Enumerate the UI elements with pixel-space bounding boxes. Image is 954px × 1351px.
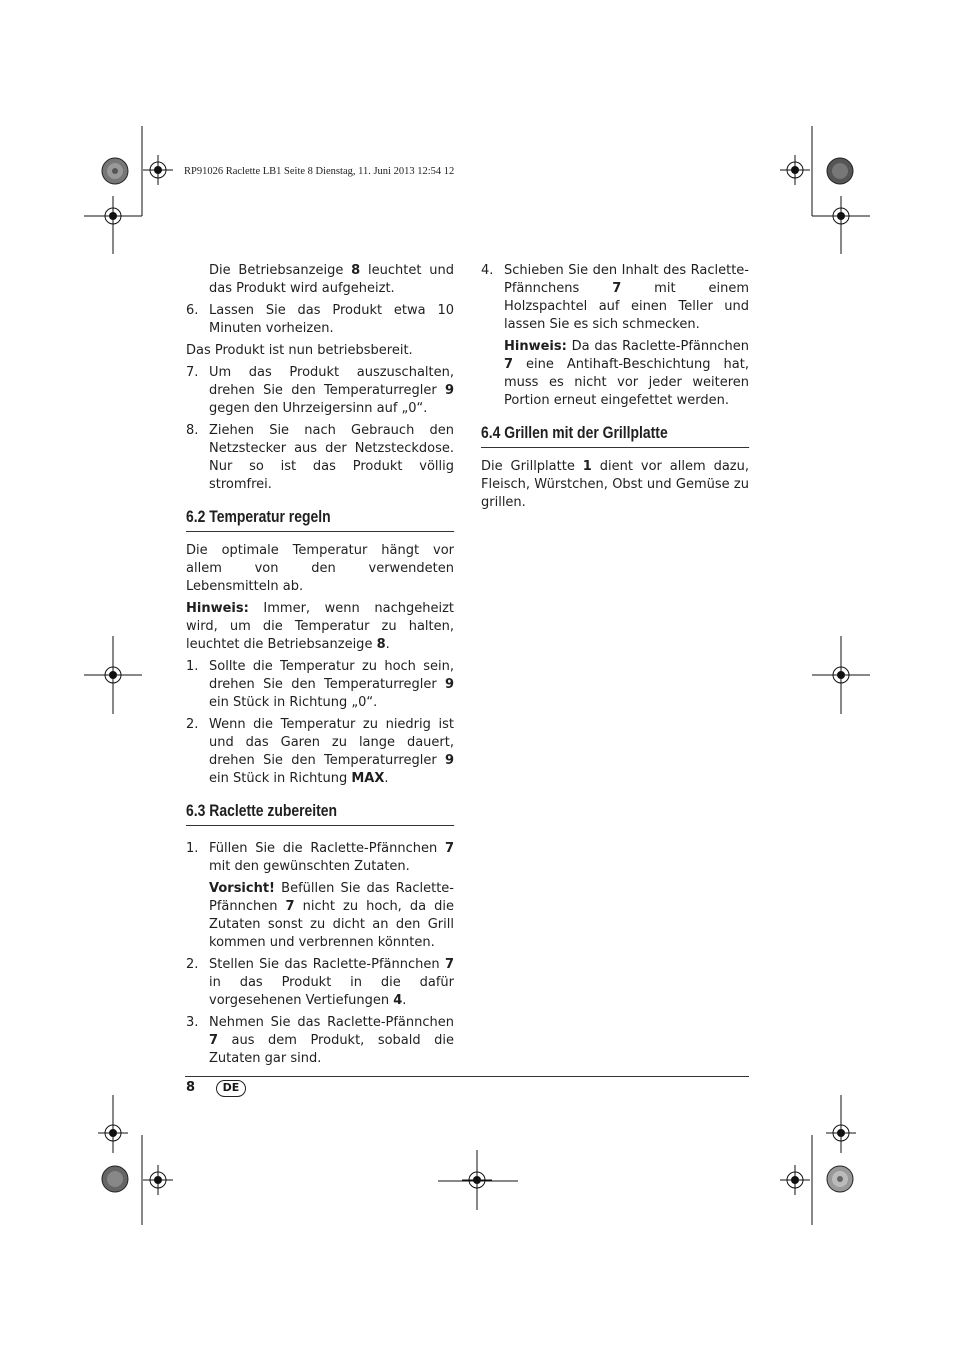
list-item: 1. Füllen Sie die Raclette-Pfännchen 7 mit den gewünschten Zutaten. [186, 841, 454, 874]
section-heading-6-2: 6.2 Temperatur regeln [186, 506, 454, 532]
left-column [186, 262, 454, 1072]
paragraph: Die Betriebsanzeige 8 leuchtet und das Produkt wird aufgeheizt. [209, 263, 454, 296]
section-heading-6-4: 6.4 Grillen mit der Grillplatte [481, 422, 749, 448]
registration-target-icon [98, 660, 128, 690]
hint-paragraph: Hinweis: Immer, wenn nachgeheizt wird, um die Temperatur zu halten, leuchtet die Betriebsanzeige 8. [186, 601, 454, 652]
language-badge: DE [216, 1080, 246, 1097]
registration-target-icon [143, 1165, 173, 1195]
list-item: 6. Lassen Sie das Produkt etwa 10 Minuten vorheizen. [186, 303, 454, 336]
section-heading-6-3: 6.3 Raclette zubereiten [186, 800, 454, 826]
paragraph: Die optimale Temperatur hängt vor allem von den verwendeten Lebensmitteln ab. [186, 543, 454, 594]
list-item: 4. Schieben Sie den Inhalt des Raclette-Pfännchens 7 mit einem Holzspachtel auf einen Teller und lassen Sie es sich schmecken. [481, 263, 750, 332]
registration-target-icon [826, 1118, 856, 1148]
right-column [481, 262, 749, 516]
color-wheel-icon [101, 157, 129, 185]
bottom-center-crop-line [476, 1150, 478, 1210]
color-wheel-icon [826, 1165, 854, 1193]
bottom-center-crop-line [438, 1180, 518, 1182]
list-item: 3. Nehmen Sie das Raclette-Pfännchen 7 aus dem Produkt, sobald die Zutaten gar sind. [186, 1015, 454, 1066]
registration-target-icon [98, 1118, 128, 1148]
list-item: 7. Um das Produkt auszuschalten, drehen Sie den Temperaturregler 9 gegen den Uhrzeigersinn auf „0“. [186, 365, 454, 416]
paragraph: Die Grillplatte 1 dient vor allem dazu, Fleisch, Würstchen, Obst und Gemüse zu grillen. [481, 459, 749, 510]
paragraph: Das Produkt ist nun betriebsbereit. [186, 343, 413, 358]
warning-paragraph: Vorsicht! Befüllen Sie das Raclette-Pfännchen 7 nicht zu hoch, da die Zutaten sonst zu dicht an den Grill kommen und verbrennen könnten. [209, 881, 454, 950]
registration-target-icon [143, 155, 173, 185]
list-item: 2. Wenn die Temperatur zu niedrig ist und das Garen zu lange dauert, drehen Sie den Temperaturregler 9 ein Stück in Richtung MAX. [186, 717, 454, 786]
registration-target-icon [780, 1165, 810, 1195]
color-wheel-icon [101, 1165, 129, 1193]
hint-paragraph: Hinweis: Da das Raclette-Pfännchen 7 eine Antihaft-Beschichtung hat, muss es nicht vor jeder weiteren Portion erneut eingefettet werden. [504, 339, 749, 408]
footer-rule [185, 1076, 749, 1077]
color-wheel-icon [826, 157, 854, 185]
registration-target-icon [780, 155, 810, 185]
registration-target-icon [98, 201, 128, 231]
page-number: 8 [186, 1080, 196, 1095]
print-header: RP91026 Raclette LB1 Seite 8 Dienstag, 11. Juni 2013 12:54 12 [184, 166, 455, 177]
registration-target-icon [826, 201, 856, 231]
registration-target-icon [826, 660, 856, 690]
list-item: 1. Sollte die Temperatur zu hoch sein, drehen Sie den Temperaturregler 9 ein Stück in Richtung „0“. [186, 659, 454, 710]
list-item: 8. Ziehen Sie nach Gebrauch den Netzstecker aus der Netzsteckdose. Nur so ist das Produkt völlig stromfrei. [186, 423, 454, 492]
list-item: 2. Stellen Sie das Raclette-Pfännchen 7 in das Produkt in die dafür vorgesehenen Vertiefungen 4. [186, 957, 454, 1008]
